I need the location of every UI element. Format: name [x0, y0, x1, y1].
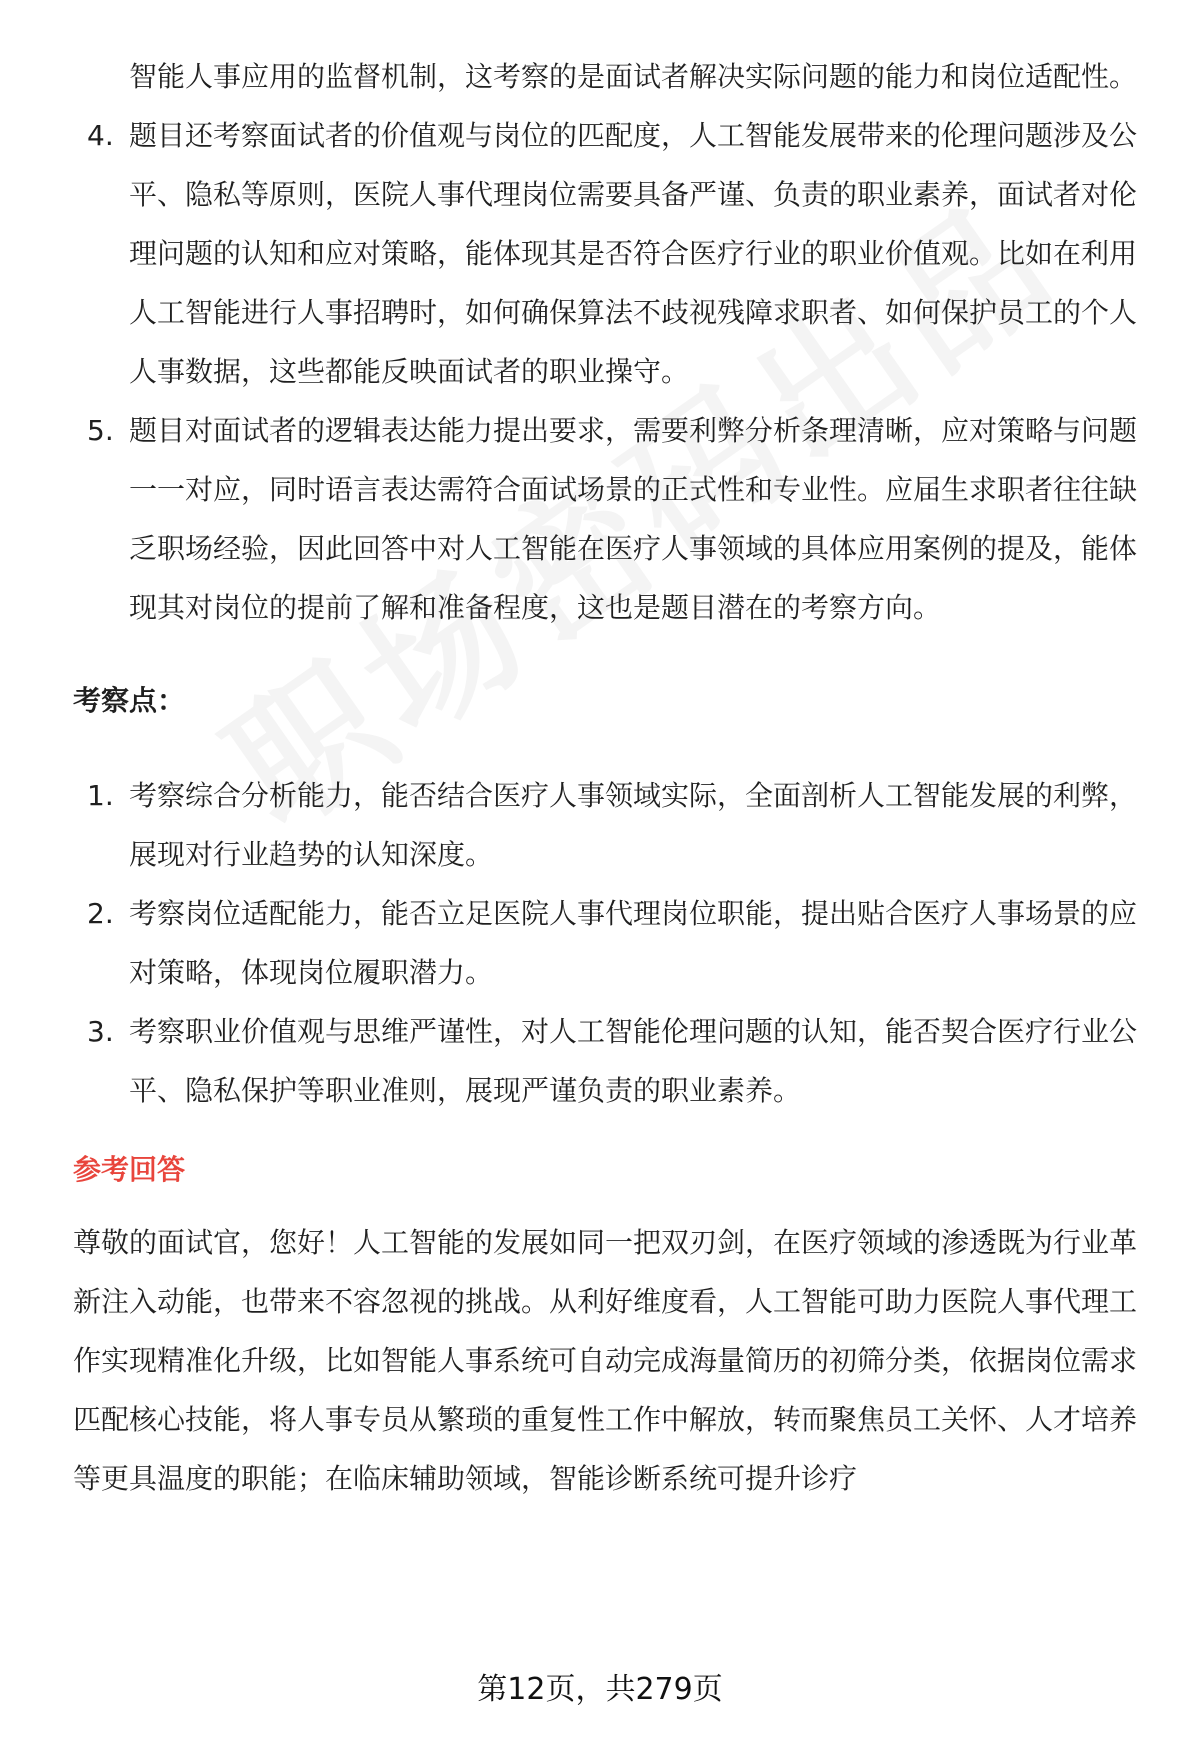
- list-item-number: 2.: [87, 897, 114, 930]
- list-item-number: 4.: [87, 119, 114, 152]
- section-heading-assessment-points: 考察点：: [73, 684, 186, 717]
- list-item-number: 1.: [87, 779, 114, 812]
- list-item-text: 题目对面试者的逻辑表达能力提出要求，需要利弊分析条理清晰，应对策略与问题一一对应，同时语言表达需符合面试场景的正式性和专业性。应届生求职者往往缺乏职场经验，因此回答中对人工智能在医疗人事领域的具体应用案例的提及，能体现其对岗位的提前了解和准备程度，这也是题目潜在的考察方向。: [129, 414, 1138, 624]
- list-item-text: 考察岗位适配能力，能否立足医院人事代理岗位职能，提出贴合医疗人事场景的应对策略，体现岗位履职潜力。: [129, 897, 1138, 989]
- list-item-number: 3.: [87, 1015, 114, 1048]
- continued-paragraph: 智能人事应用的监督机制，这考察的是面试者解决实际问题的能力和岗位适配性。: [129, 60, 1138, 93]
- list-item: [73, 1002, 1153, 1120]
- list-item: [73, 766, 1153, 884]
- reference-answer-paragraph: 尊敬的面试官，您好！人工智能的发展如同一把双刃剑，在医疗领域的渗透既为行业革新注入动能，也带来不容忽视的挑战。从利好维度看，人工智能可助力医院人事代理工作实现精准化升级，比如智能人事系统可自动完成海量简历的初筛分类，依据岗位需求匹配核心技能，将人事专员从繁琐的重复性工作中解放，转而聚焦员工关怀、人才培养等更具温度的职能；在临床辅助领域，智能诊断系统可提升诊疗: [73, 1226, 1138, 1495]
- list-item-text: 考察职业价值观与思维严谨性，对人工智能伦理问题的认知，能否契合医疗行业公平、隐私保护等职业准则，展现严谨负责的职业素养。: [129, 1015, 1138, 1107]
- page-number-footer: 第12页，共279页: [477, 1672, 723, 1707]
- analysis-list: [73, 106, 1153, 637]
- list-item: [73, 884, 1153, 1002]
- list-item-text: 考察综合分析能力，能否结合医疗人事领域实际，全面剖析人工智能发展的利弊，展现对行业趋势的认知深度。: [129, 779, 1138, 871]
- list-item-number: 5.: [87, 414, 114, 447]
- list-item: [73, 106, 1153, 401]
- list-item-text: 题目还考察面试者的价值观与岗位的匹配度，人工智能发展带来的伦理问题涉及公平、隐私等原则，医院人事代理岗位需要具备严谨、负责的职业素养，面试者对伦理问题的认知和应对策略，能体现其是否符合医疗行业的职业价值观。比如在利用人工智能进行人事招聘时，如何确保算法不歧视残障求职者、如何保护员工的个人人事数据，这些都能反映面试者的职业操守。: [129, 119, 1138, 388]
- assessment-points-list: [73, 766, 1153, 1120]
- list-item: [73, 401, 1153, 637]
- section-heading-reference-answer: 参考回答: [73, 1153, 186, 1186]
- document-body: [73, 47, 1153, 1508]
